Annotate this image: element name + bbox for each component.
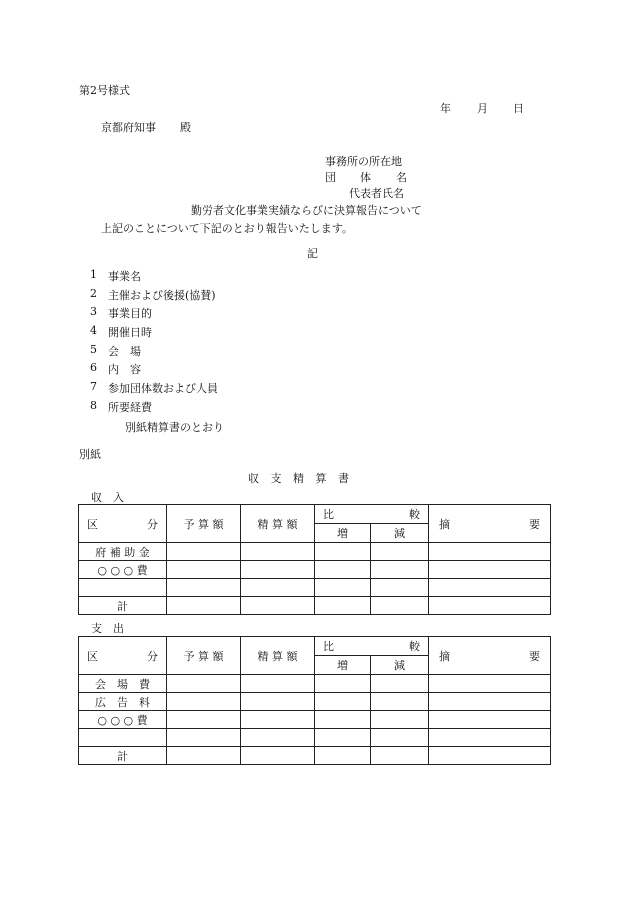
list-item (90, 343, 218, 362)
date-month: 月 (477, 102, 488, 115)
item-label: 内 容 (108, 363, 141, 377)
header-increase: 増 (315, 524, 371, 543)
item-number: 6 (90, 361, 97, 375)
item-label: 事業名 (108, 270, 141, 283)
header-decrease: 減 (371, 656, 429, 675)
header-increase: 増 (315, 656, 371, 675)
expense-table (78, 636, 551, 765)
attachment-label: 別紙 (79, 448, 101, 461)
addressee-name: 京都府知事 (101, 121, 156, 134)
header-remarks: 摘 要 (429, 637, 551, 675)
table-row (79, 675, 551, 693)
date-day: 日 (513, 102, 524, 115)
item-label: 開催日時 (108, 326, 152, 340)
item-number: 2 (90, 286, 97, 300)
row-label (79, 579, 167, 597)
item-number: 5 (90, 342, 97, 356)
item-label: 参加団体数および人員 (108, 382, 218, 396)
item-number: 1 (90, 268, 97, 281)
item-label: 主催および後援(協賛) (108, 288, 216, 302)
list-item (90, 268, 218, 287)
row-label (79, 729, 167, 747)
header-settled: 精 算 額 (241, 505, 315, 543)
table-row (79, 597, 551, 615)
header-category: 区 分 (79, 505, 167, 543)
table-row (79, 729, 551, 747)
income-table (78, 504, 551, 615)
item-number: 7 (90, 380, 97, 394)
row-label: 広 告 料 (79, 693, 167, 711)
table-row (79, 543, 551, 561)
header-decrease: 減 (371, 524, 429, 543)
item-number: 8 (90, 398, 97, 412)
table-row (79, 579, 551, 597)
representative-label: 代表者氏名 (349, 187, 404, 200)
header-budget: 予 算 額 (167, 505, 241, 543)
header-comparison: 比 較 (315, 505, 429, 524)
list-item (90, 399, 218, 418)
list-item (90, 305, 218, 324)
list-item (90, 287, 218, 306)
item-number: 3 (90, 305, 97, 319)
header-settled: 精 算 額 (241, 637, 315, 675)
date-year: 年 (440, 102, 451, 115)
office-address-label: 事務所の所在地 (325, 155, 402, 168)
statement-title: 収 支 精 算 書 (248, 472, 353, 485)
header-remarks: 摘 要 (429, 505, 551, 543)
table-row (79, 711, 551, 729)
table-row (79, 747, 551, 765)
group-name-char-2: 体 (360, 171, 371, 184)
row-label: 計 (79, 747, 167, 765)
row-label: 府 補 助 金 (79, 543, 167, 561)
form-number: 第2号様式 (79, 84, 130, 97)
list-item (90, 380, 218, 399)
table-row (79, 693, 551, 711)
header-budget: 予 算 額 (167, 637, 241, 675)
group-name-char-1: 団 (325, 171, 336, 184)
addressee-honorific: 殿 (180, 121, 191, 134)
header-category: 区 分 (79, 637, 167, 675)
item-number: 4 (90, 324, 97, 338)
intro-text: 上記のことについて下記のとおり報告いたします。 (101, 222, 353, 235)
list-item (90, 324, 218, 343)
item-label: 事業目的 (108, 307, 152, 321)
income-label: 収 入 (91, 491, 124, 504)
row-label: ○ ○ ○ 費 (79, 711, 167, 729)
expense-label: 支 出 (91, 622, 124, 635)
item-list (90, 268, 218, 418)
group-name-char-3: 名 (396, 171, 407, 184)
item-label: 所要経費 (108, 400, 152, 414)
list-item (90, 361, 218, 380)
row-label: ○ ○ ○ 費 (79, 561, 167, 579)
subject: 勤労者文化事業実績ならびに決算報告について (191, 204, 422, 217)
row-label: 計 (79, 597, 167, 615)
header-comparison: 比 較 (315, 637, 429, 656)
item-label: 会 場 (108, 344, 141, 358)
row-label: 会 場 費 (79, 675, 167, 693)
ki-heading: 記 (307, 247, 318, 260)
expense-note: 別紙精算書のとおり (125, 421, 224, 434)
table-row (79, 561, 551, 579)
